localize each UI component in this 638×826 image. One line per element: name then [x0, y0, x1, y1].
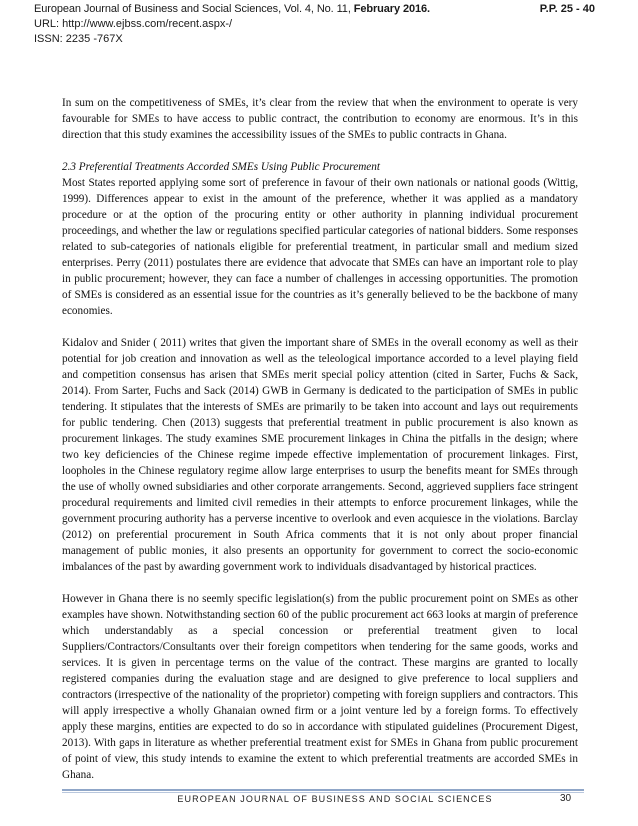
journal-url: URL: http://www.ejbss.com/recent.aspx-/ — [34, 18, 233, 30]
paragraph-state-preferences: Most States reported applying some sort of preference in favour of their own nationals or national goods (Wittig, 1999). Differences appear to exist in the amount of the preference, whether it was applied as a mandatory procedure or at the option of the procuring entity or other authority in planning individual procurement proceedings, and whether the law or regulations specified particular categories of national bidders. Some responses related to sub-categories of nationals eligible for preferential treatment, in particular small and medium sized enterprises. Perry (2011) postulates there are evidence that advocate that SMEs can have an important role to play in public procurement; however, they can face a number of challenges in accessing opportunities. The promotion of SMEs is considered as an essential issue for the countries as it’s generally believed to be the backbone of many economies. — [62, 177, 578, 317]
page-number: 30 — [560, 793, 572, 804]
paragraph-kidalov-snider: Kidalov and Snider ( 2011) writes that given the important share of SMEs in the overall economy as well as their potential for job creation and innovation as well as the teleological importance accorded to a level playing field and competition consensus has arisen that SMEs merit special policy attention (cited in Sarter, Fuchs & Sack, 2014). From Sarter, Fuchs and Sack (2014) GWB in Germany is dedicated to the participation of SMEs in public tendering. It stipulates that the interests of SMEs are primarily to be taken into account and lays out requirements for public tendering. Chen (2013) suggests that preferential treatment in public procurement is also known as procurement linkages. The study examines SME procurement linkages in China the pitfalls in the design; where two key deficiencies of the Chinese regime impede effective implementation of procurement linkages. First, loopholes in the Chinese regulatory regime allow large enterprises to usurp the benefits meant for SMEs through the use of wholly owned subsidiaries and other corporate arrangements. Second, aggrieved suppliers face stringent procedural requirements and limited civil remedies in their attempts to enforce procurement linkages, while the government procuring authority has a perverse incentive to overlook and even acquiesce in the violations. Barclay (2012) on preferential procurement in South Africa comments that it is not only about proper financial management of public monies, it also presents an opportunity for government to correct the socio-economic imbalances of the past by awarding government work to individuals disadvantaged by historical practices. — [62, 337, 578, 573]
running-footer: EUROPEAN JOURNAL OF BUSINESS AND SOCIAL SCIENCES — [177, 794, 493, 804]
running-header — [34, 2, 609, 47]
journal-name-volume: European Journal of Business and Social Sciences, Vol. 4, No. 11, — [34, 3, 354, 15]
journal-citation — [34, 2, 430, 17]
paragraph-ghana-legislation: However in Ghana there is no seemly specific legislation(s) from the public procurement point on SMEs as other examples have shown. Notwithstanding section 60 of the public procurement act 663 looks at margin of preference which understandably as a special concession or preferential treatment given to local Suppliers/Contractors/Consultants over their foreign competitors when tendering for the same goods, works and services. It is given in percentage terms on the value of the contract. These margins are granted to locally registered companies during the evaluation stage and are designed to give preference to local suppliers and contractors (irrespective of the nationality of the proprietor) competing with foreign suppliers and contractors. This will apply irrespective a wholly Ghanaian owned firm or a joint venture led by a foreign forms. To effectively apply these margins, entities are expected to do so in accordance with stipulated guidelines (Procurement Digest, 2013). With gaps in literature as whether preferential treatment exist for SMEs in Ghana from public procurement of point of view, this study intends to examine the extent to which preferential treatments are accorded SMEs in Ghana. — [62, 593, 578, 781]
footer-rule — [62, 789, 584, 791]
article-body — [62, 95, 578, 799]
journal-issn: ISSN: 2235 -767X — [34, 33, 123, 45]
footer-rule-thin — [62, 792, 584, 793]
journal-date: February 2016. — [353, 3, 430, 15]
paragraph-competitiveness-summary: In sum on the competitiveness of SMEs, it’s clear from the review that when the environment to operate is very favourable for SMEs to have access to public contract, the contribution to economy are enormous. It’s in this direction that this study examines the accessibility issues of the SMEs to public contracts in Ghana. — [62, 97, 578, 141]
section-subheading: 2.3 Preferential Treatments Accorded SMEs Using Public Procurement — [62, 161, 380, 173]
page-range: P.P. 25 - 40 — [539, 3, 595, 15]
